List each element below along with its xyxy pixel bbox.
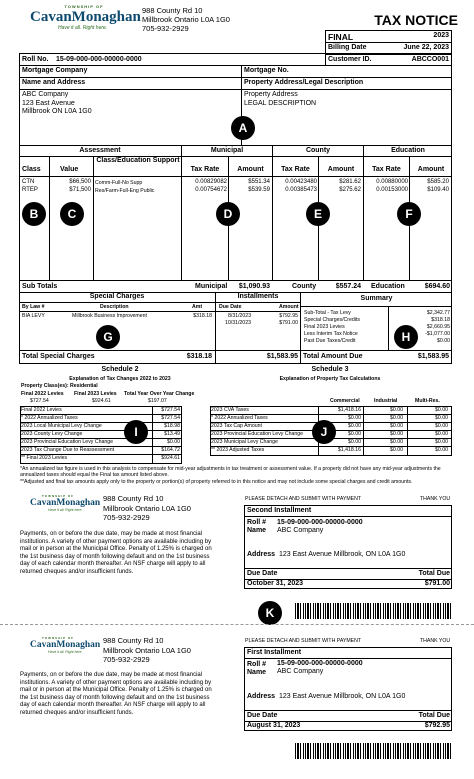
final-label: FINAL — [328, 32, 354, 42]
schedule2-col2: Final 2023 Levies — [74, 391, 117, 397]
barcode-1 — [295, 603, 452, 619]
class-2: RTEP — [22, 187, 38, 193]
stub-roll-2: 15-09-000-000-00000-0000 — [277, 660, 363, 667]
s3-m-3: $0.00 — [435, 423, 448, 429]
billing-date: June 22, 2023 — [403, 44, 449, 51]
s3-label-3: 2023 Tax Cap Amount — [211, 423, 262, 429]
logo-top-text: TOWNSHIP OF — [64, 4, 104, 9]
special-desc: Millbrook Business Improvement — [72, 313, 147, 319]
marker-k: K — [258, 601, 282, 625]
subtotal-municipal-label: Municipal — [195, 283, 228, 290]
county-rate-2: 0.00385473 — [285, 187, 317, 193]
stub-title-2: First Installment — [247, 649, 302, 656]
marker-j: J — [312, 420, 336, 444]
marker-a: A — [231, 116, 255, 140]
col-due-date: Due Date — [219, 304, 242, 310]
marker-e: E — [306, 202, 330, 226]
name-address-label: Name and Address — [22, 79, 86, 86]
logo-tagline: Have it all. Right here. — [58, 25, 108, 31]
s3-c-5: $0.00 — [348, 439, 361, 445]
mun-amount-2: $539.59 — [248, 187, 270, 193]
stub-due-date-1: October 31, 2023 — [247, 580, 304, 587]
stub-title-1: Second Installment — [247, 507, 312, 514]
stub-address-1 — [103, 494, 191, 523]
stub-addr1-phone: 705-932-2929 — [103, 513, 150, 522]
installments-header: Installments — [237, 293, 279, 300]
total-special: $318.18 — [186, 353, 212, 360]
mun-amount-label: Amount — [237, 166, 264, 173]
schedule2-v2: $924.61 — [92, 398, 111, 404]
s2-label-6: 2023 Tax Change Due to Reassessment — [21, 447, 115, 453]
stub-addr2-line1: 988 County Rd 10 — [103, 636, 164, 645]
stub-logo-2 — [30, 636, 100, 654]
install-amt-2: $791.00 — [279, 320, 298, 326]
stub-addr2-line2: Millbrook Ontario L0A 1G0 — [103, 645, 191, 655]
county-amount-label: Amount — [327, 166, 355, 173]
footnote-1: *An annualized tax figure is used in this analysis to compensate for mid-year adjustments in tax treatment or assessment value. If a property did not have any mid-year adjustments the annualized taxes should equal the Final tax amount listed above. — [20, 466, 441, 479]
schedule2-v3: $197.07 — [148, 398, 167, 404]
summary-value-4: -$1,077.00 — [425, 331, 450, 337]
s3-i-3: $0.00 — [390, 423, 403, 429]
s3-i-1: $0.00 — [390, 407, 403, 413]
s2-label-4: 2023 County Levy Change — [21, 431, 83, 437]
billing-date-label: Billing Date — [328, 44, 367, 51]
roll-label: Roll No. — [22, 56, 49, 63]
special-bylaw: BIA LEVY — [22, 313, 45, 319]
edu-amount-2: $109.40 — [427, 187, 449, 193]
cut-line — [0, 624, 474, 625]
logo-name: CavanMonaghan — [30, 9, 141, 25]
stub-logo-name-1: CavanMonaghan — [30, 498, 101, 508]
support-1: Comm-Full-No Supp — [95, 180, 143, 186]
owner-block — [22, 91, 92, 117]
stub-roll-1: 15-09-000-000-00000-0000 — [277, 519, 363, 526]
customer-id-label: Customer ID. — [328, 56, 372, 63]
mortgage-company-label: Mortgage Company — [22, 67, 88, 74]
schedule2-subtitle: Explanation of Tax Changes 2022 to 2023 — [69, 376, 171, 382]
stub-address-label-2: Address — [247, 693, 276, 700]
schedule2-v1: $727.54 — [30, 398, 49, 404]
mun-rate-2: 0.00754672 — [195, 187, 227, 193]
subtotal-education-label: Education — [371, 283, 405, 290]
stub-payment-text-2: Payments, on or before the due date, may be made at most financial institutions. A variety of other payment options are available including by mail or in person at the Municipal Office. Penalty of 1.25% is charged on the 1st business day of month following default and on the 1st business day of each calendar month thereafter. An NSF charge will apply to all returned cheques and/or insufficient funds. — [20, 672, 212, 716]
s3-c-3: $0.00 — [348, 423, 361, 429]
s3-label-1: 2023 CVA Taxes — [211, 407, 249, 413]
s2-value-7: $924.61 — [161, 455, 180, 461]
special-charges-header: Special Charges — [89, 293, 145, 300]
marker-i: I — [124, 420, 148, 444]
stub-name-2: ABC Company — [277, 668, 324, 675]
s3-m-2: $0.00 — [435, 415, 448, 421]
col-class: Class — [22, 166, 41, 173]
property-address: Property Address — [244, 91, 298, 98]
col-amount: Amount — [279, 304, 299, 310]
subtotal-county: $557.24 — [335, 283, 361, 290]
customer-id: ABCCO001 — [411, 56, 449, 63]
address-line-1: 988 County Rd 10 — [142, 6, 203, 15]
owner-street: 123 East Avenue — [22, 99, 75, 107]
stub-roll-label-2: Roll # — [247, 661, 267, 668]
county-rate-1: 0.00423480 — [285, 179, 317, 185]
s3-i-5: $0.00 — [390, 439, 403, 445]
subtotal-education: $694.60 — [424, 283, 450, 290]
stub-name-label-1: Name — [247, 527, 267, 534]
s2-label-7: ** Final 2023 Levies — [21, 455, 68, 461]
install-due-1: 8/31/2023 — [228, 313, 252, 319]
stub-logo-1 — [30, 494, 100, 512]
col-value: Value — [60, 166, 79, 173]
summary-label-2: Special Charges/Credits — [304, 317, 360, 323]
stub-total-1: $791.00 — [424, 580, 450, 587]
summary-label-4: Less Interim Tax Notice — [304, 331, 358, 337]
s2-value-5: $0.00 — [167, 439, 180, 445]
s2-value-6: $164.72 — [161, 447, 180, 453]
s3-m-5: $0.00 — [435, 439, 448, 445]
notice-title: TAX NOTICE — [374, 12, 458, 28]
mun-rate-1: 0.00829082 — [195, 179, 227, 185]
s3-m-6: $0.00 — [435, 447, 448, 453]
schedule2-class: Property Class(es): Residential — [21, 383, 98, 389]
s3-i-2: $0.00 — [390, 415, 403, 421]
s2-value-3: $18.98 — [164, 423, 180, 429]
property-block — [244, 91, 316, 108]
s2-label-2: * 2022 Annualized Taxes — [21, 415, 78, 421]
stub-total-due-label-1: Total Due — [418, 570, 450, 577]
install-due-2: 10/31/2023 — [225, 320, 251, 326]
summary-label-5: Past Due Taxes/Credit — [304, 338, 356, 344]
stub-total-due-label-2: Total Due — [418, 712, 450, 719]
col-description: Description — [100, 304, 129, 310]
total-due: $1,583.95 — [417, 353, 449, 360]
mortgage-no-label: Mortgage No. — [244, 67, 289, 74]
stub-logo-top-1: TOWNSHIP OF — [42, 494, 75, 498]
install-amt-1: $792.95 — [279, 313, 298, 319]
county-rate-label: Tax Rate — [281, 166, 310, 173]
col-amt: Amt — [192, 304, 203, 310]
phone: 705-932-2929 — [142, 24, 189, 33]
municipal-address — [142, 6, 230, 33]
summary-header: Summary — [360, 295, 393, 302]
support-2: Res/Farm-Full-Eng Public — [95, 188, 155, 194]
assessment-header: Assessment — [79, 147, 121, 154]
address-line-2: Millbrook Ontario L0A 1G0 — [142, 15, 230, 24]
s3-c-6: $1,418.16 — [337, 447, 361, 453]
owner-city: Millbrook ON L0A 1G0 — [22, 108, 92, 115]
schedule3-col2: Industrial — [374, 398, 398, 404]
logo — [30, 4, 141, 31]
summary-label-1: Sub-Total - Tax Levy — [304, 310, 351, 316]
s3-label-2: * 2022 Annualized Taxes — [211, 415, 268, 421]
s3-label-5: 2023 Municipal Levy Change — [211, 439, 278, 445]
schedule2-title: Schedule 2 — [101, 366, 139, 373]
s3-label-6: ** 2023 Adjusted Taxes — [211, 447, 265, 453]
s3-m-4: $0.00 — [435, 431, 448, 437]
installments-total: $1,583.95 — [266, 353, 298, 360]
footnote-2: **Adjusted and final tax amounts apply only to the property or portion(s) of property referred to in this notice and may not include some special charges and credit amounts. — [20, 479, 413, 485]
col-support: Class/Education Support — [96, 157, 180, 164]
stub-address-2 — [103, 636, 191, 665]
stub-roll-label-1: Roll # — [247, 519, 267, 526]
edu-rate-1: 0.00880000 — [376, 179, 408, 185]
summary-value-5: $0.00 — [437, 338, 450, 344]
stub-address-value-1: 123 East Avenue Millbrook, ON L0A 1G0 — [279, 551, 406, 558]
municipal-header: Municipal — [210, 147, 244, 154]
stub-total-2: $792.95 — [424, 722, 450, 729]
s3-i-4: $0.00 — [390, 431, 403, 437]
s3-m-1: $0.00 — [435, 407, 448, 413]
s2-value-1: $727.54 — [161, 407, 180, 413]
summary-label-3: Final 2023 Levies — [304, 324, 345, 330]
value-2: $71,500 — [69, 187, 91, 193]
schedule3-col1: Commercial — [330, 398, 360, 404]
barcode-2 — [295, 743, 452, 759]
thank-you-1: THANK YOU — [420, 496, 451, 502]
stub-addr1-line1: 988 County Rd 10 — [103, 494, 164, 503]
schedule3-subtitle: Explanation of Property Tax Calculations — [279, 376, 381, 382]
stub-addr2-phone: 705-932-2929 — [103, 655, 150, 664]
edu-amount-1: $585.20 — [427, 179, 449, 185]
s2-value-2: $727.54 — [161, 415, 180, 421]
marker-b: B — [22, 202, 46, 226]
marker-d: D — [216, 202, 240, 226]
s3-c-1: $1,418.16 — [337, 407, 361, 413]
subtotal-municipal: $1,090.93 — [238, 283, 270, 290]
total-due-label: Total Amount Due — [303, 353, 363, 360]
legal-description: LEGAL DESCRIPTION — [244, 99, 317, 107]
special-amt: $318.18 — [193, 313, 212, 319]
stub-address-label-1: Address — [247, 551, 276, 558]
roll-value: 15-09-000-000-00000-0000 — [56, 56, 142, 63]
s2-label-1: Final 2022 Levies — [21, 407, 62, 413]
stub-logo-tag-1: Have it all. Right here. — [48, 508, 83, 512]
s2-label-5: 2023 Provincial Education Levy Change — [21, 439, 113, 445]
detach-text-2: PLEASE DETACH AND SUBMIT WITH PAYMENT — [245, 638, 362, 644]
stub-due-label-1: Due Date — [247, 570, 278, 577]
s3-c-4: $0.00 — [348, 431, 361, 437]
marker-h: H — [394, 325, 418, 349]
s2-value-4: $13.49 — [164, 431, 180, 437]
stub-name-1: ABC Company — [277, 527, 324, 534]
thank-you-2: THANK YOU — [420, 638, 451, 644]
edu-amount-label: Amount — [417, 166, 445, 173]
county-amount-2: $275.62 — [339, 187, 361, 193]
stub-address-value-2: 123 East Avenue Millbrook, ON L0A 1G0 — [279, 693, 406, 700]
summary-value-2: $318.18 — [431, 317, 450, 323]
final-year: 2023 — [433, 32, 449, 39]
s3-i-6: $0.00 — [390, 447, 403, 453]
detach-text-1: PLEASE DETACH AND SUBMIT WITH PAYMENT — [245, 496, 362, 502]
county-amount-1: $281.62 — [339, 179, 361, 185]
property-label: Property Address/Legal Description — [244, 79, 364, 86]
stub-due-label-2: Due Date — [247, 712, 278, 719]
s2-label-3: 2023 Local Municipal Levy Change — [21, 423, 102, 429]
stub-due-date-2: August 31, 2023 — [247, 722, 301, 729]
schedule3-title: Schedule 3 — [311, 366, 349, 373]
owner-name: ABC Company — [22, 91, 69, 98]
stub-logo-name-2: CavanMonaghan — [30, 640, 101, 650]
s3-label-4: 2023 Provincial Education Levy Change — [211, 431, 303, 437]
col-bylaw: By Law # — [22, 304, 45, 310]
subtotal-county-label: County — [292, 283, 317, 290]
class-1: CTN — [22, 179, 35, 185]
mun-rate-label: Tax Rate — [190, 166, 220, 173]
marker-g: G — [96, 325, 120, 349]
s3-c-2: $0.00 — [348, 415, 361, 421]
marker-f: F — [397, 202, 421, 226]
edu-rate-2: 0.00153000 — [376, 187, 408, 193]
stub-logo-tag-2: Have it all. Right here. — [48, 650, 83, 654]
schedule2-col3: Total Year Over Year Change — [124, 391, 195, 397]
total-special-label: Total Special Charges — [22, 353, 95, 360]
schedule3-col3: Multi-Res. — [415, 398, 440, 404]
county-header: County — [305, 147, 331, 154]
stub-logo-top-2: TOWNSHIP OF — [42, 636, 75, 640]
value-1: $66,500 — [69, 179, 91, 185]
summary-value-3: $2,660.95 — [426, 324, 450, 330]
stub-payment-text-1: Payments, on or before the due date, may be made at most financial institutions. A variety of other payment options are available including by mail or in person at the Municipal Office. Penalty of 1.25% is charged on the 1st business day of month following default and on the 1st business day of each calendar month thereafter. An NSF charge will apply to all returned cheques and/or insufficient funds. — [20, 531, 212, 575]
stub-addr1-line2: Millbrook Ontario L0A 1G0 — [103, 503, 191, 513]
summary-value-1: $2,342.77 — [426, 310, 450, 316]
marker-c: C — [60, 202, 84, 226]
edu-rate-label: Tax Rate — [372, 166, 401, 173]
mun-amount-1: $551.34 — [248, 179, 270, 185]
subtotals-label: Sub Totals — [22, 283, 58, 290]
education-header: Education — [391, 147, 425, 154]
stub-name-label-2: Name — [247, 669, 267, 676]
schedule2-col1: Final 2022 Levies — [21, 391, 64, 397]
